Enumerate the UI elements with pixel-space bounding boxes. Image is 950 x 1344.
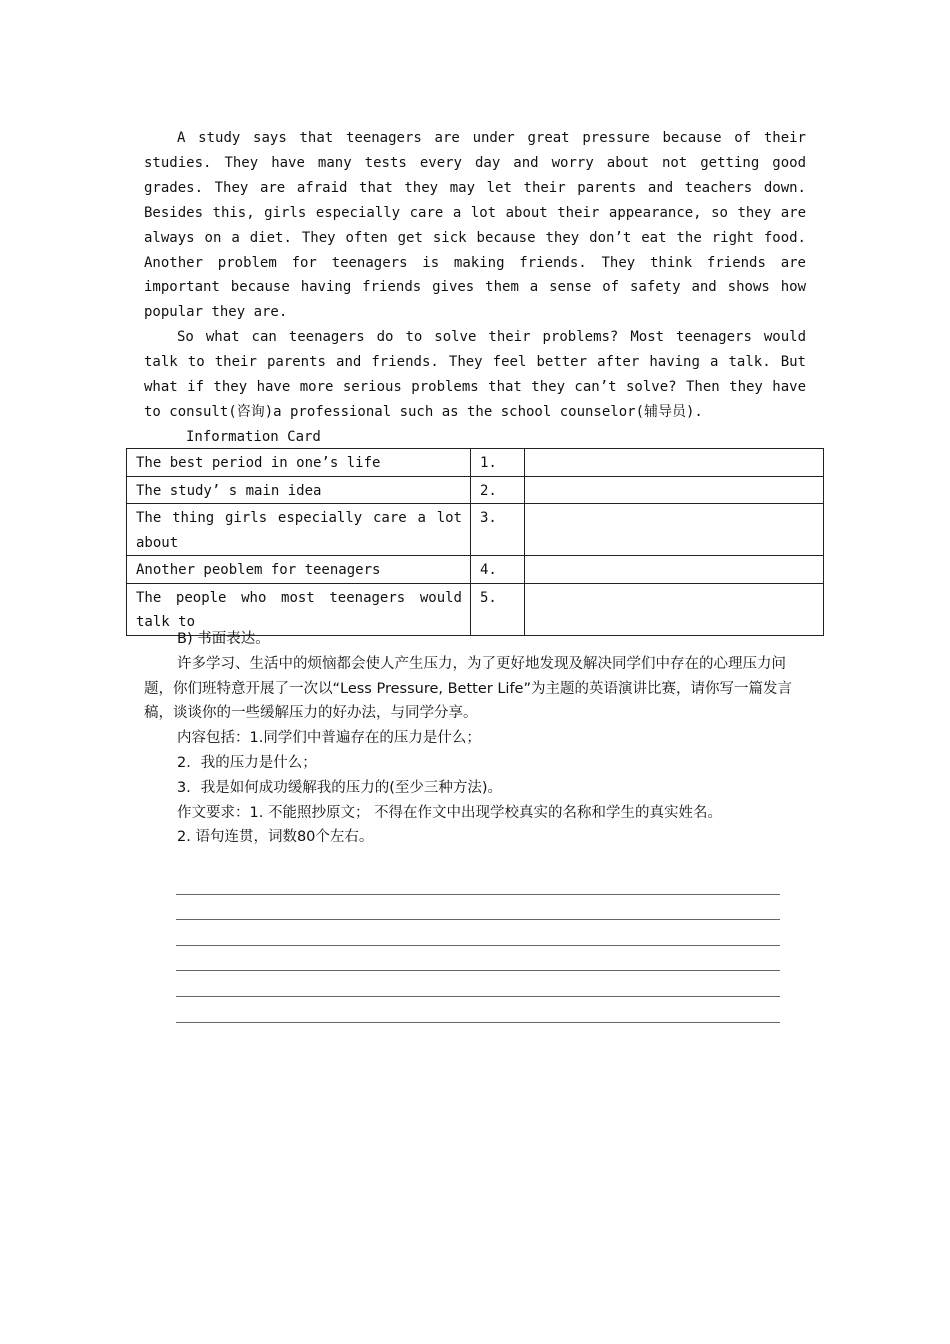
table-row (127, 449, 824, 477)
row-label: The thing girls especially care a lot about (127, 504, 471, 556)
answer-line[interactable] (176, 895, 780, 921)
answer-cell[interactable] (525, 504, 824, 556)
row-number: 1. (471, 449, 525, 477)
writing-prompt: 许多学习、生活中的烦恼都会使人产生压力，为了更好地发现及解决同学们中存在的心理压力问题，你们班特意开展了一次以“Less Pressure, Better Life”为主题的英语演讲比赛，请你写一篇发言稿，谈谈你的一些缓解压力的好办法，与同学分享。 (144, 655, 792, 722)
row-label: Another peoblem for teenagers (127, 556, 471, 584)
content-item-2: 2．我的压力是什么； (177, 754, 317, 771)
answer-lines[interactable] (176, 869, 780, 1023)
answer-line[interactable] (176, 946, 780, 972)
content-item-1: 内容包括：1.同学们中普遍存在的压力是什么； (177, 730, 481, 747)
row-number: 3. (471, 504, 525, 556)
table-row (127, 504, 824, 556)
answer-line[interactable] (176, 997, 780, 1023)
writing-heading: B) 书面表达。 (177, 631, 270, 647)
row-number: 4. (471, 556, 525, 584)
row-label: The best period in one’s life (127, 449, 471, 477)
row-label: The people who most teenagers would talk to (127, 583, 471, 635)
requirement-1: 作文要求：1. 不能照抄原文； 不得在作文中出现学校真实的名称和学生的真实姓名。 (177, 804, 723, 821)
reading-passage (144, 126, 806, 450)
row-number: 5. (471, 583, 525, 635)
writing-section (144, 627, 808, 850)
passage-paragraph-1: A study says that teenagers are under great pressure because of their studies. They have many tests every day and worry about not getting good grades. They are afraid that they may let their parents and teachers down. Besides this, girls especially care a lot about their appearance, so they are always on a diet. They often get sick because they don’t eat the right food. Another problem for teenagers is making friends. They think friends are important because having friends gives them a sense of safety and shows how popular they are. (144, 130, 806, 321)
answer-line[interactable] (176, 869, 780, 895)
content-item-3: 3．我是如何成功缓解我的压力的(至少三种方法)。 (177, 779, 503, 796)
answer-line[interactable] (176, 971, 780, 997)
answer-line[interactable] (176, 920, 780, 946)
row-label: The study’ s main idea (127, 476, 471, 504)
answer-cell[interactable] (525, 476, 824, 504)
table-row (127, 476, 824, 504)
passage-paragraph-2: So what can teenagers do to solve their problems? Most teenagers would talk to their parents and friends. They feel better after having a talk. But what if they have more serious problems that they can’t solve? Then they have to consult(咨询)a professional such as the school counselor(辅导员). (144, 329, 806, 420)
information-card-table (126, 448, 824, 636)
answer-cell[interactable] (525, 556, 824, 584)
requirement-2: 2. 语句连贯，词数80个左右。 (177, 829, 374, 846)
card-title: Information Card (186, 428, 321, 445)
answer-cell[interactable] (525, 449, 824, 477)
table-row (127, 556, 824, 584)
row-number: 2. (471, 476, 525, 504)
